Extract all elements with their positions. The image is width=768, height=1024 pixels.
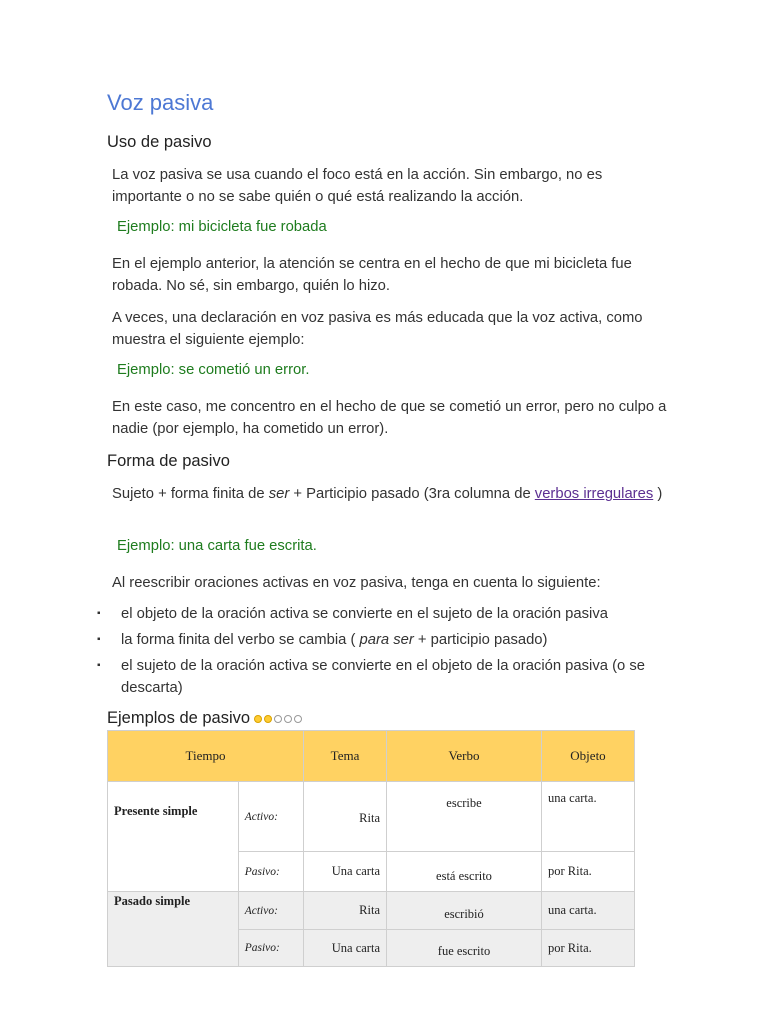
example-carta: Ejemplo: una carta fue escrita. bbox=[117, 538, 317, 554]
bullet-marker: ▪ bbox=[97, 608, 101, 619]
ejemplos-heading-text: Ejemplos de pasivo bbox=[107, 709, 251, 727]
formula-pre: Sujeto + forma finita de bbox=[112, 486, 269, 502]
paragraph-anterior: En el ejemplo anterior, la atención se centra en el hecho de que mi bicicleta fue robada. No sé, sin embargo, quién lo hizo. bbox=[112, 256, 632, 294]
list-item-text-post: + participio pasado) bbox=[413, 632, 548, 648]
page-title: Voz pasiva bbox=[107, 90, 214, 115]
bullet-marker: ▪ bbox=[97, 634, 101, 645]
rating-dots[interactable] bbox=[254, 715, 304, 723]
verbos-irregulares-link[interactable]: verbos irregulares bbox=[534, 486, 654, 502]
tema-cell: Rita bbox=[304, 892, 387, 930]
voz-cell: Activo: bbox=[238, 892, 303, 930]
rating-dot[interactable] bbox=[264, 715, 272, 723]
header-tiempo: Tiempo bbox=[108, 731, 304, 782]
example-error: Ejemplo: se cometió un error. bbox=[117, 362, 310, 378]
formula-end: ) bbox=[653, 486, 663, 502]
list-item bbox=[97, 655, 667, 699]
paragraph-educada: A veces, una declaración en voz pasiva es más educada que la voz activa, como muestra el siguiente ejemplo: bbox=[112, 310, 643, 348]
list-item-text: el sujeto de la oración activa se convierte en el objeto de la oración pasiva (o se descarta) bbox=[121, 658, 645, 696]
formula-post: + Participio pasado (3ra columna de bbox=[289, 486, 535, 502]
voz-cell: Activo: bbox=[238, 782, 303, 852]
tense-pasado: Pasado simple bbox=[108, 892, 239, 967]
table-row bbox=[108, 892, 635, 930]
paragraph-formula bbox=[112, 483, 672, 505]
objeto-cell: por Rita. bbox=[542, 852, 635, 892]
formula-ser: ser bbox=[268, 486, 290, 502]
objeto-cell: una carta. bbox=[542, 782, 635, 852]
paragraph-intro: La voz pasiva se usa cuando el foco está en la acción. Sin embargo, no es importante o no se sabe quién o qué está realizando la acción. bbox=[112, 167, 603, 205]
objeto-cell: por Rita. bbox=[542, 930, 635, 967]
bullet-marker: ▪ bbox=[97, 660, 101, 671]
tema-cell: Una carta bbox=[304, 930, 387, 967]
rating-dot[interactable] bbox=[254, 715, 262, 723]
tema-cell: Rita bbox=[304, 782, 387, 852]
section-heading-ejemplos bbox=[107, 709, 304, 728]
examples-table bbox=[107, 730, 635, 967]
section-heading-forma: Forma de pasivo bbox=[107, 452, 230, 470]
header-objeto: Objeto bbox=[542, 731, 635, 782]
list-item bbox=[97, 629, 667, 651]
rating-dot[interactable] bbox=[284, 715, 292, 723]
objeto-cell: una carta. bbox=[542, 892, 635, 930]
rating-dot[interactable] bbox=[274, 715, 282, 723]
verbo-cell: escribió bbox=[387, 892, 542, 930]
tema-cell: Una carta bbox=[304, 852, 387, 892]
paragraph-este-caso: En este caso, me concentro en el hecho de que se cometió un error, pero no culpo a nadie (por ejemplo, ha cometido un error). bbox=[112, 399, 667, 437]
section-heading-uso: Uso de pasivo bbox=[107, 133, 212, 151]
header-tema: Tema bbox=[304, 731, 387, 782]
list-item-text: el objeto de la oración activa se convierte en el sujeto de la oración pasiva bbox=[121, 606, 608, 622]
verbo-cell: escribe bbox=[387, 782, 542, 852]
rating-dot[interactable] bbox=[294, 715, 302, 723]
list-item-text-em: para ser bbox=[359, 632, 414, 648]
verbo-cell: fue escrito bbox=[387, 930, 542, 967]
voz-cell: Pasivo: bbox=[238, 930, 303, 967]
example-bicicleta: Ejemplo: mi bicicleta fue robada bbox=[117, 219, 327, 235]
verbo-cell: está escrito bbox=[387, 852, 542, 892]
list-item bbox=[97, 603, 667, 625]
paragraph-reescribir: Al reescribir oraciones activas en voz pasiva, tenga en cuenta lo siguiente: bbox=[112, 575, 601, 591]
rules-list bbox=[97, 603, 667, 703]
table-row bbox=[108, 782, 635, 852]
tense-presente: Presente simple bbox=[108, 782, 239, 892]
voz-cell: Pasivo: bbox=[238, 852, 303, 892]
table-header-row bbox=[108, 731, 635, 782]
header-verbo: Verbo bbox=[387, 731, 542, 782]
list-item-text-pre: la forma finita del verbo se cambia ( bbox=[121, 632, 360, 648]
